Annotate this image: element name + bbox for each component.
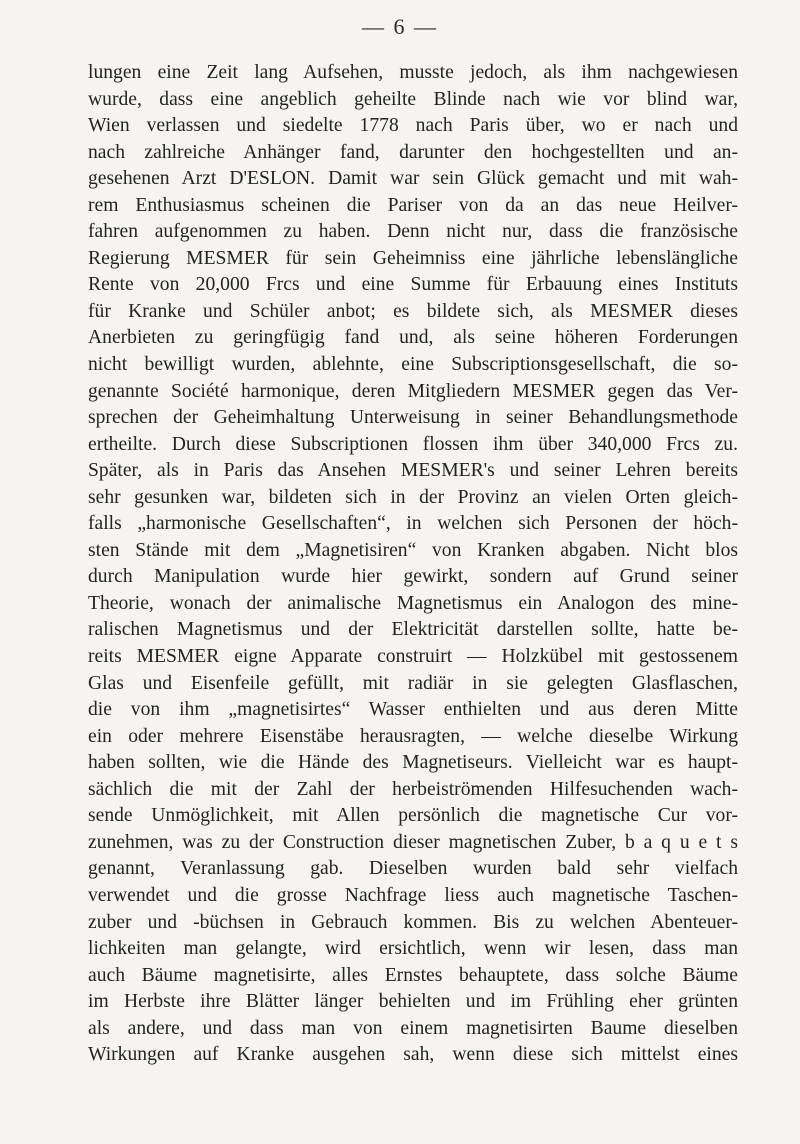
text-line: zunehmen, was zu der Construction dieser magnetischen Zuber, b a q u e t s xyxy=(88,831,738,853)
text-line: Anerbieten zu geringfügig fand und, als seine höheren Forderungen xyxy=(88,327,738,349)
text-line: reits MESMER eigne Apparate construirt — Holzkübel mit gestossenem xyxy=(88,646,738,668)
text-line: sehr gesunken war, bildeten sich in der Provinz an vielen Orten gleich- xyxy=(88,486,738,508)
text-line: auch Bäume magnetisirte, alles Ernstes behauptete, dass solche Bäume xyxy=(88,964,738,986)
text-line: durch Manipulation wurde hier gewirkt, sondern auf Grund seiner xyxy=(88,566,738,588)
text-line: Regierung MESMER für sein Geheimniss eine jährliche lebenslängliche xyxy=(88,247,738,269)
text-line: ein oder mehrere Eisenstäbe herausragten, — welche dieselbe Wirkung xyxy=(88,725,738,747)
text-line: genannt, Veranlassung gab. Dieselben wurden bald sehr vielfach xyxy=(88,858,738,880)
text-line: sten Stände mit dem „Magnetisiren“ von Kranken abgaben. Nicht blos xyxy=(88,539,738,561)
text-line: genannte Société harmonique, deren Mitgliedern MESMER gegen das Ver- xyxy=(88,380,738,402)
body-text xyxy=(88,60,738,1069)
text-line: Später, als in Paris das Ansehen MESMER's und seiner Lehren bereits xyxy=(88,460,738,482)
text-line: rem Enthusiasmus scheinen die Pariser von da an das neue Heilver- xyxy=(88,194,738,216)
text-line: lichkeiten man gelangte, wird ersichtlich, wenn wir lesen, dass man xyxy=(88,938,738,960)
text-line: sende Unmöglichkeit, mit Allen persönlich die magnetische Cur vor- xyxy=(88,805,738,827)
text-line: nicht bewilligt wurden, ablehnte, eine Subscriptionsgesellschaft, die so- xyxy=(88,354,738,376)
text-line: die von ihm „magnetisirtes“ Wasser enthielten und aus deren Mitte xyxy=(88,699,738,721)
text-line: wurde, dass eine angeblich geheilte Blinde nach wie vor blind war, xyxy=(88,88,738,110)
page-number: — 6 — xyxy=(362,14,438,39)
text-line: gesehenen Arzt D'ESLON. Damit war sein Glück gemacht und mit wah- xyxy=(88,168,738,190)
text-line: Theorie, wonach der animalische Magnetismus ein Analogon des mine- xyxy=(88,592,738,614)
text-line: im Herbste ihre Blätter länger behielten und im Frühling eher grünten xyxy=(88,991,738,1013)
text-line: ertheilte. Durch diese Subscriptionen flossen ihm über 340,000 Frcs zu. xyxy=(88,433,738,455)
text-line: fahren aufgenommen zu haben. Denn nicht nur, dass die französische xyxy=(88,221,738,243)
text-line: sächlich die mit der Zahl der herbeiströmenden Hilfesuchenden wach- xyxy=(88,778,738,800)
text-line: Wirkungen auf Kranke ausgehen sah, wenn diese sich mittelst eines xyxy=(88,1044,738,1066)
text-line: Rente von 20,000 Frcs und eine Summe für Erbauung eines Instituts xyxy=(88,274,738,296)
text-line: sprechen der Geheimhaltung Unterweisung in seiner Behandlungsmethode xyxy=(88,407,738,429)
text-line: verwendet und die grosse Nachfrage liess auch magnetische Taschen- xyxy=(88,884,738,906)
text-line: Glas und Eisenfeile gefüllt, mit radiär in sie gelegten Glasflaschen, xyxy=(88,672,738,694)
text-line: nach zahlreiche Anhänger fand, darunter den hochgestellten und an- xyxy=(88,141,738,163)
text-line: ralischen Magnetismus und der Elektricität darstellen sollte, hatte be- xyxy=(88,619,738,641)
text-line: zuber und -büchsen in Gebrauch kommen. Bis zu welchen Abenteuer- xyxy=(88,911,738,933)
text-line: falls „harmonische Gesellschaften“, in welchen sich Personen der höch- xyxy=(88,513,738,535)
text-line: Wien verlassen und siedelte 1778 nach Paris über, wo er nach und xyxy=(88,115,738,137)
text-line: als andere, und dass man von einem magnetisirten Baume dieselben xyxy=(88,1017,738,1039)
text-line: für Kranke und Schüler anbot; es bildete sich, als MESMER dieses xyxy=(88,300,738,322)
text-line: haben sollten, wie die Hände des Magnetiseurs. Vielleicht war es haupt- xyxy=(88,752,738,774)
text-line: lungen eine Zeit lang Aufsehen, musste jedoch, als ihm nachgewiesen xyxy=(88,62,738,83)
